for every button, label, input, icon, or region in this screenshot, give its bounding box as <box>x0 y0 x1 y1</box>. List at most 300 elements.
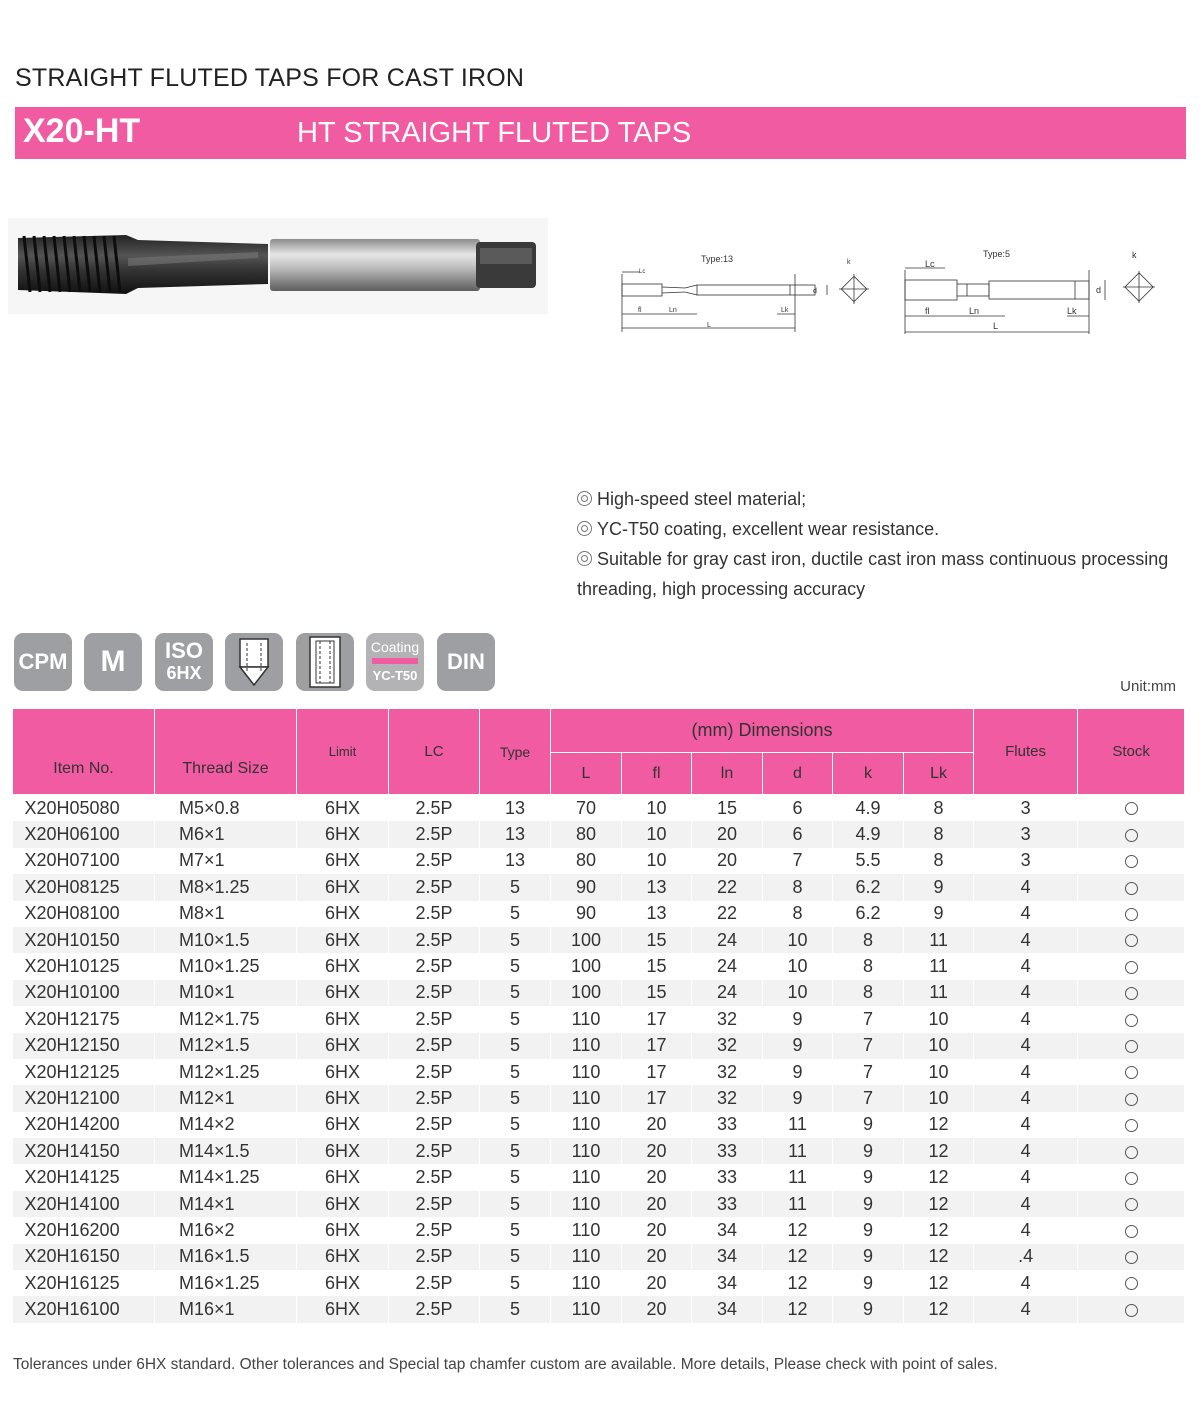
flutes-cell: 4 <box>974 980 1078 1006</box>
coating-badge: Coating YC-T50 <box>366 633 424 691</box>
type5-fl-label: fl <box>925 306 930 316</box>
type-cell: 5 <box>480 901 551 927</box>
thread-size-cell: M10×1 <box>155 980 297 1006</box>
stock-circle-icon <box>1125 934 1138 947</box>
col-ln: ln <box>692 753 763 795</box>
type-cell: 5 <box>480 1217 551 1243</box>
lc-cell: 2.5P <box>389 1296 480 1322</box>
square-length-cell: 12 <box>904 1296 974 1322</box>
flutes-cell: 4 <box>974 1296 1078 1322</box>
thread-size-cell: M14×1.25 <box>155 1164 297 1190</box>
flute-length-cell: 20 <box>622 1217 692 1243</box>
chamfer-tap-icon <box>225 633 283 691</box>
footnote: Tolerances under 6HX standard. Other tolerances and Special tap chamfer custom are available. More details, Please check with point of sales. <box>13 1356 998 1373</box>
neck-length-cell: 34 <box>692 1270 763 1296</box>
lc-cell: 2.5P <box>389 901 480 927</box>
item-no-cell: X20H14150 <box>13 1138 155 1164</box>
square-size-cell: 9 <box>833 1270 904 1296</box>
length-L-cell: 110 <box>551 1059 622 1085</box>
flutes-cell: 4 <box>974 1006 1078 1032</box>
limit-cell: 6HX <box>297 1085 389 1111</box>
shank-diameter-cell: 9 <box>763 1006 833 1032</box>
square-size-cell: 9 <box>833 1138 904 1164</box>
flute-length-cell: 17 <box>622 1085 692 1111</box>
table-row <box>13 901 1185 927</box>
col-item-no: Item No. <box>13 709 155 795</box>
square-length-cell: 11 <box>904 927 974 953</box>
type-cell: 5 <box>480 1244 551 1270</box>
flutes-cell: 4 <box>974 1191 1078 1217</box>
limit-cell: 6HX <box>297 1138 389 1164</box>
shank-diameter-cell: 10 <box>763 927 833 953</box>
thread-size-cell: M12×1.5 <box>155 1033 297 1059</box>
item-no-cell: X20H07100 <box>13 848 155 874</box>
stock-circle-icon <box>1125 1093 1138 1106</box>
flute-length-cell: 10 <box>622 848 692 874</box>
shank-diameter-cell: 9 <box>763 1059 833 1085</box>
limit-cell: 6HX <box>297 1296 389 1322</box>
stock-cell <box>1078 953 1185 979</box>
square-length-cell: 10 <box>904 1085 974 1111</box>
type13-ln-label: Ln <box>669 307 677 314</box>
stock-cell <box>1078 1217 1185 1243</box>
lc-cell: 2.5P <box>389 821 480 847</box>
table-row <box>13 795 1185 822</box>
type5-lk-label: Lk <box>1067 306 1077 316</box>
metric-badge: M <box>84 633 142 691</box>
limit-cell: 6HX <box>297 953 389 979</box>
table-row <box>13 1164 1185 1190</box>
flute-length-cell: 17 <box>622 1006 692 1032</box>
length-L-cell: 110 <box>551 1244 622 1270</box>
shank-diameter-cell: 9 <box>763 1033 833 1059</box>
square-length-cell: 10 <box>904 1033 974 1059</box>
square-length-cell: 12 <box>904 1164 974 1190</box>
square-size-cell: 8 <box>833 953 904 979</box>
feature-item: YC-T50 coating, excellent wear resistance. <box>577 514 1177 544</box>
table-row <box>13 1006 1185 1032</box>
lc-cell: 2.5P <box>389 795 480 822</box>
square-size-cell: 9 <box>833 1164 904 1190</box>
neck-length-cell: 34 <box>692 1217 763 1243</box>
shank-diameter-cell: 12 <box>763 1244 833 1270</box>
limit-cell: 6HX <box>297 980 389 1006</box>
square-size-cell: 8 <box>833 980 904 1006</box>
flute-length-cell: 10 <box>622 795 692 822</box>
neck-length-cell: 32 <box>692 1006 763 1032</box>
stock-cell <box>1078 795 1185 822</box>
length-L-cell: 110 <box>551 1033 622 1059</box>
neck-length-cell: 33 <box>692 1138 763 1164</box>
product-name: HT STRAIGHT FLUTED TAPS <box>297 117 692 149</box>
square-size-cell: 9 <box>833 1217 904 1243</box>
type5-lc-label: Lc <box>925 259 935 269</box>
thread-size-cell: M14×1 <box>155 1191 297 1217</box>
lc-cell: 2.5P <box>389 1112 480 1138</box>
lc-cell: 2.5P <box>389 1138 480 1164</box>
stock-cell <box>1078 1006 1185 1032</box>
shank-diameter-cell: 11 <box>763 1191 833 1217</box>
neck-length-cell: 24 <box>692 953 763 979</box>
product-code: X20-HT <box>23 112 141 150</box>
stock-circle-icon <box>1125 908 1138 921</box>
stock-cell <box>1078 1191 1185 1217</box>
col-L: L <box>551 753 622 795</box>
stock-circle-icon <box>1125 1198 1138 1211</box>
flutes-cell: 4 <box>974 1033 1078 1059</box>
limit-cell: 6HX <box>297 1244 389 1270</box>
col-thread-size: Thread Size <box>155 709 297 795</box>
lc-cell: 2.5P <box>389 1270 480 1296</box>
square-size-cell: 4.9 <box>833 795 904 822</box>
thread-size-cell: M10×1.5 <box>155 927 297 953</box>
table-row <box>13 848 1185 874</box>
stock-circle-icon <box>1125 1225 1138 1238</box>
type-cell: 5 <box>480 1033 551 1059</box>
limit-cell: 6HX <box>297 821 389 847</box>
length-L-cell: 110 <box>551 1270 622 1296</box>
type-cell: 5 <box>480 1059 551 1085</box>
length-L-cell: 110 <box>551 1006 622 1032</box>
lc-cell: 2.5P <box>389 1085 480 1111</box>
col-limit: Limit <box>297 709 389 795</box>
square-size-cell: 6.2 <box>833 901 904 927</box>
feature-item: High-speed steel material; <box>577 484 1177 514</box>
flute-length-cell: 20 <box>622 1138 692 1164</box>
category-title: STRAIGHT FLUTED TAPS FOR CAST IRON <box>15 64 525 92</box>
thread-size-cell: M12×1.25 <box>155 1059 297 1085</box>
stock-circle-icon <box>1125 1251 1138 1264</box>
length-L-cell: 110 <box>551 1138 622 1164</box>
type-cell: 5 <box>480 1191 551 1217</box>
flutes-cell: 4 <box>974 927 1078 953</box>
square-size-cell: 7 <box>833 1033 904 1059</box>
item-no-cell: X20H14100 <box>13 1191 155 1217</box>
lc-cell: 2.5P <box>389 1191 480 1217</box>
limit-cell: 6HX <box>297 1270 389 1296</box>
lc-cell: 2.5P <box>389 1006 480 1032</box>
thread-size-cell: M8×1 <box>155 901 297 927</box>
flute-length-cell: 20 <box>622 1270 692 1296</box>
flutes-cell: 4 <box>974 1270 1078 1296</box>
stock-cell <box>1078 848 1185 874</box>
limit-cell: 6HX <box>297 874 389 900</box>
square-length-cell: 8 <box>904 821 974 847</box>
product-banner <box>15 107 1186 159</box>
length-L-cell: 110 <box>551 1085 622 1111</box>
table-row <box>13 1296 1185 1322</box>
square-size-cell: 9 <box>833 1296 904 1322</box>
flute-length-cell: 10 <box>622 821 692 847</box>
lc-cell: 2.5P <box>389 848 480 874</box>
square-length-cell: 9 <box>904 901 974 927</box>
flutes-cell: 3 <box>974 795 1078 822</box>
feature-item: Suitable for gray cast iron, ductile cast iron mass continuous processing <box>577 544 1177 574</box>
length-L-cell: 80 <box>551 848 622 874</box>
item-no-cell: X20H12125 <box>13 1059 155 1085</box>
square-size-cell: 9 <box>833 1112 904 1138</box>
square-length-cell: 12 <box>904 1191 974 1217</box>
square-size-cell: 7 <box>833 1006 904 1032</box>
stock-circle-icon <box>1125 961 1138 974</box>
table-row <box>13 1085 1185 1111</box>
square-size-cell: 5.5 <box>833 848 904 874</box>
item-no-cell: X20H12175 <box>13 1006 155 1032</box>
type-cell: 5 <box>480 1138 551 1164</box>
stock-circle-icon <box>1125 882 1138 895</box>
item-no-cell: X20H10150 <box>13 927 155 953</box>
through-hole-icon <box>296 633 354 691</box>
neck-length-cell: 34 <box>692 1244 763 1270</box>
type-cell: 5 <box>480 1296 551 1322</box>
stock-circle-icon <box>1125 1304 1138 1317</box>
shank-diameter-cell: 11 <box>763 1164 833 1190</box>
flute-length-cell: 20 <box>622 1191 692 1217</box>
square-length-cell: 11 <box>904 980 974 1006</box>
shank-diameter-cell: 12 <box>763 1217 833 1243</box>
neck-length-cell: 20 <box>692 848 763 874</box>
length-L-cell: 70 <box>551 795 622 822</box>
thread-size-cell: M12×1.75 <box>155 1006 297 1032</box>
length-L-cell: 110 <box>551 1217 622 1243</box>
neck-length-cell: 34 <box>692 1296 763 1322</box>
shank-diameter-cell: 6 <box>763 821 833 847</box>
shank-diameter-cell: 9 <box>763 1085 833 1111</box>
item-no-cell: X20H14125 <box>13 1164 155 1190</box>
length-L-cell: 110 <box>551 1296 622 1322</box>
item-no-cell: X20H16100 <box>13 1296 155 1322</box>
type13-fl-label: fl <box>638 307 642 314</box>
limit-cell: 6HX <box>297 848 389 874</box>
table-row <box>13 927 1185 953</box>
flute-length-cell: 20 <box>622 1164 692 1190</box>
flute-length-cell: 17 <box>622 1059 692 1085</box>
shank-diameter-cell: 10 <box>763 953 833 979</box>
item-no-cell: X20H12150 <box>13 1033 155 1059</box>
neck-length-cell: 32 <box>692 1059 763 1085</box>
type-cell: 5 <box>480 874 551 900</box>
table-row <box>13 1217 1185 1243</box>
item-no-cell: X20H14200 <box>13 1112 155 1138</box>
stock-cell <box>1078 901 1185 927</box>
length-L-cell: 80 <box>551 821 622 847</box>
unit-label: Unit:mm <box>1120 678 1176 695</box>
flutes-cell: 4 <box>974 1217 1078 1243</box>
stock-circle-icon <box>1125 1040 1138 1053</box>
thread-size-cell: M7×1 <box>155 848 297 874</box>
double-circle-icon <box>577 491 592 506</box>
flutes-cell: 4 <box>974 901 1078 927</box>
neck-length-cell: 15 <box>692 795 763 822</box>
thread-size-cell: M16×1 <box>155 1296 297 1322</box>
thread-size-cell: M14×1.5 <box>155 1138 297 1164</box>
item-no-cell: X20H08100 <box>13 901 155 927</box>
limit-cell: 6HX <box>297 1164 389 1190</box>
type-cell: 5 <box>480 1164 551 1190</box>
col-k: k <box>833 753 904 795</box>
col-lk: Lk <box>904 753 974 795</box>
limit-cell: 6HX <box>297 1059 389 1085</box>
stock-circle-icon <box>1125 855 1138 868</box>
neck-length-cell: 33 <box>692 1164 763 1190</box>
square-size-cell: 7 <box>833 1059 904 1085</box>
length-L-cell: 100 <box>551 980 622 1006</box>
square-length-cell: 12 <box>904 1138 974 1164</box>
iso-6hx-badge: ISO 6HX <box>155 633 213 691</box>
thread-size-cell: M16×1.5 <box>155 1244 297 1270</box>
type-cell: 5 <box>480 980 551 1006</box>
limit-cell: 6HX <box>297 1006 389 1032</box>
table-row <box>13 1033 1185 1059</box>
neck-length-cell: 24 <box>692 980 763 1006</box>
stock-cell <box>1078 1059 1185 1085</box>
limit-cell: 6HX <box>297 795 389 822</box>
flutes-cell: 4 <box>974 1112 1078 1138</box>
type5-k-label: k <box>1132 250 1137 260</box>
stock-circle-icon <box>1125 1014 1138 1027</box>
length-L-cell: 100 <box>551 953 622 979</box>
square-length-cell: 12 <box>904 1244 974 1270</box>
neck-length-cell: 24 <box>692 927 763 953</box>
col-stock: Stock <box>1078 709 1185 795</box>
stock-cell <box>1078 1085 1185 1111</box>
lc-cell: 2.5P <box>389 1217 480 1243</box>
din-badge: DIN <box>437 633 495 691</box>
col-type: Type <box>480 709 551 795</box>
lc-cell: 2.5P <box>389 1164 480 1190</box>
neck-length-cell: 22 <box>692 901 763 927</box>
stock-circle-icon <box>1125 802 1138 815</box>
square-size-cell: 9 <box>833 1244 904 1270</box>
stock-cell <box>1078 1296 1185 1322</box>
shank-diameter-cell: 8 <box>763 901 833 927</box>
square-length-cell: 12 <box>904 1217 974 1243</box>
type13-l-label: L <box>707 322 711 329</box>
square-size-cell: 6.2 <box>833 874 904 900</box>
thread-size-cell: M14×2 <box>155 1112 297 1138</box>
shank-diameter-cell: 12 <box>763 1270 833 1296</box>
type-cell: 5 <box>480 1112 551 1138</box>
table-row <box>13 1244 1185 1270</box>
type-cell: 13 <box>480 848 551 874</box>
stock-cell <box>1078 1138 1185 1164</box>
lc-cell: 2.5P <box>389 927 480 953</box>
length-L-cell: 110 <box>551 1112 622 1138</box>
stock-circle-icon <box>1125 1066 1138 1079</box>
flutes-cell: 3 <box>974 848 1078 874</box>
stock-circle-icon <box>1125 987 1138 1000</box>
stock-cell <box>1078 927 1185 953</box>
col-lc: LC <box>389 709 480 795</box>
length-L-cell: 110 <box>551 1191 622 1217</box>
flute-length-cell: 20 <box>622 1112 692 1138</box>
item-no-cell: X20H10100 <box>13 980 155 1006</box>
lc-cell: 2.5P <box>389 1033 480 1059</box>
flutes-cell: .4 <box>974 1244 1078 1270</box>
type-cell: 5 <box>480 1085 551 1111</box>
shank-diameter-cell: 8 <box>763 874 833 900</box>
square-size-cell: 8 <box>833 927 904 953</box>
thread-size-cell: M12×1 <box>155 1085 297 1111</box>
item-no-cell: X20H16200 <box>13 1217 155 1243</box>
tap-dimension-diagram <box>605 240 1175 340</box>
neck-length-cell: 33 <box>692 1112 763 1138</box>
type5-ln-label: Ln <box>969 306 980 316</box>
type13-lc-label: Lc <box>639 269 646 275</box>
square-size-cell: 9 <box>833 1191 904 1217</box>
type13-d-label: d <box>813 288 817 295</box>
col-d: d <box>763 753 833 795</box>
thread-size-cell: M8×1.25 <box>155 874 297 900</box>
stock-cell <box>1078 980 1185 1006</box>
table-row <box>13 1059 1185 1085</box>
flutes-cell: 4 <box>974 874 1078 900</box>
square-length-cell: 10 <box>904 1059 974 1085</box>
lc-cell: 2.5P <box>389 1059 480 1085</box>
table-row <box>13 1138 1185 1164</box>
flute-length-cell: 15 <box>622 927 692 953</box>
item-no-cell: X20H16125 <box>13 1270 155 1296</box>
thread-size-cell: M6×1 <box>155 821 297 847</box>
thread-size-cell: M10×1.25 <box>155 953 297 979</box>
type-cell: 13 <box>480 821 551 847</box>
type-cell: 5 <box>480 1270 551 1296</box>
square-length-cell: 9 <box>904 874 974 900</box>
shank-diameter-cell: 11 <box>763 1138 833 1164</box>
neck-length-cell: 33 <box>692 1191 763 1217</box>
stock-cell <box>1078 1244 1185 1270</box>
item-no-cell: X20H05080 <box>13 795 155 822</box>
table-row <box>13 1270 1185 1296</box>
cpm-badge: CPM <box>14 633 72 691</box>
double-circle-icon <box>577 521 592 536</box>
lc-cell: 2.5P <box>389 980 480 1006</box>
flute-length-cell: 15 <box>622 953 692 979</box>
type13-label: Type:13 <box>701 254 734 264</box>
table-row <box>13 980 1185 1006</box>
tap-product-photo <box>8 218 548 314</box>
flute-length-cell: 20 <box>622 1296 692 1322</box>
flutes-cell: 3 <box>974 821 1078 847</box>
type-cell: 5 <box>480 927 551 953</box>
neck-length-cell: 32 <box>692 1033 763 1059</box>
thread-size-cell: M16×1.25 <box>155 1270 297 1296</box>
type13-k-label: k <box>847 259 851 266</box>
neck-length-cell: 32 <box>692 1085 763 1111</box>
stock-cell <box>1078 874 1185 900</box>
flute-length-cell: 20 <box>622 1244 692 1270</box>
length-L-cell: 90 <box>551 874 622 900</box>
square-length-cell: 10 <box>904 1006 974 1032</box>
table-row <box>13 821 1185 847</box>
limit-cell: 6HX <box>297 901 389 927</box>
type-cell: 5 <box>480 953 551 979</box>
limit-cell: 6HX <box>297 1191 389 1217</box>
specification-table <box>12 708 1185 1323</box>
length-L-cell: 90 <box>551 901 622 927</box>
stock-cell <box>1078 821 1185 847</box>
thread-size-cell: M16×2 <box>155 1217 297 1243</box>
thread-size-cell: M5×0.8 <box>155 795 297 822</box>
lc-cell: 2.5P <box>389 1244 480 1270</box>
table-row <box>13 874 1185 900</box>
table-row <box>13 953 1185 979</box>
feature-item-continued: threading, high processing accuracy <box>577 579 866 599</box>
square-length-cell: 8 <box>904 848 974 874</box>
shank-diameter-cell: 10 <box>763 980 833 1006</box>
shank-diameter-cell: 7 <box>763 848 833 874</box>
item-no-cell: X20H10125 <box>13 953 155 979</box>
